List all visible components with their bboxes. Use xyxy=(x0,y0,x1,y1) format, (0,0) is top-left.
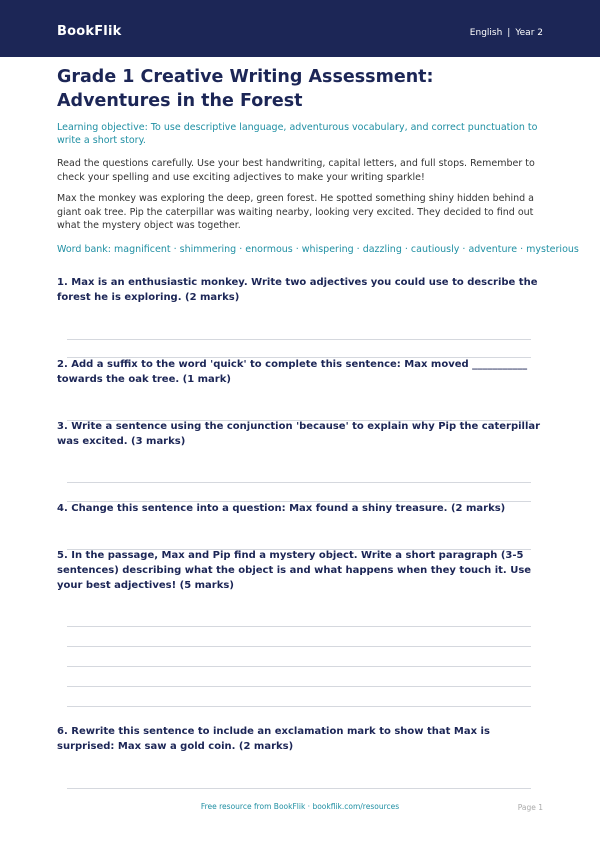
question-1: 1. Max is an enthusiastic monkey. Write two adjectives you could use to describe the forest he is exploring. (2 marks) xyxy=(57,277,538,303)
meta-separator: | xyxy=(507,28,511,38)
year-label: Year 2 xyxy=(515,28,543,38)
answer-line[interactable] xyxy=(67,706,531,707)
answer-line[interactable] xyxy=(67,666,531,667)
answer-line[interactable] xyxy=(67,339,531,340)
story-passage: Max the monkey was exploring the deep, green forest. He spotted something shiny hidden behind a giant oak tree. Pip the caterpillar was waiting nearby, looking very excited. They decided to find out what the mystery object was together. xyxy=(57,193,535,231)
question-5: 5. In the passage, Max and Pip find a mystery object. Write a short paragraph (3-5 sentences) describing what the object is and what happens when they touch it. Use your best adjectives! (5 marks) xyxy=(57,550,532,591)
header-meta xyxy=(470,28,543,38)
question-4: 4. Change this sentence into a question: Max found a shiny treasure. (2 marks) xyxy=(57,503,506,514)
question-3: 3. Write a sentence using the conjunction 'because' to explain why Pip the caterpillar was excited. (3 marks) xyxy=(57,421,541,447)
header-bar xyxy=(0,0,600,57)
answer-line[interactable] xyxy=(67,482,531,483)
page-title: Grade 1 Creative Writing Assessment: Adventures in the Forest xyxy=(57,67,434,111)
answer-line[interactable] xyxy=(67,646,531,647)
page-number: Page 1 xyxy=(517,803,543,812)
learning-objective: Learning objective: To use descriptive language, adventurous vocabulary, and correct punctuation to write a short story. xyxy=(57,122,538,146)
footer-text[interactable]: Free resource from BookFlik · bookflik.com/resources xyxy=(200,802,400,811)
word-bank: Word bank: magnificent · shimmering · enormous · whispering · dazzling · cautiously · adventure · mysterious xyxy=(57,244,579,255)
question-2: 2. Add a suffix to the word 'quick' to complete this sentence: Max moved ___________ towards the oak tree. (1 mark) xyxy=(57,359,528,385)
answer-line[interactable] xyxy=(67,788,531,789)
answer-line[interactable] xyxy=(67,686,531,687)
subject-label: English xyxy=(469,28,503,38)
answer-line[interactable] xyxy=(67,626,531,627)
brand-logo[interactable]: BookFlik xyxy=(57,24,122,39)
instructions: Read the questions carefully. Use your best handwriting, capital letters, and full stops. Remember to check your spelling and use exciting adjectives to make your writing sparkle! xyxy=(57,158,535,183)
question-6: 6. Rewrite this sentence to include an exclamation mark to show that Max is surprised: Max saw a gold coin. (2 marks) xyxy=(57,726,490,752)
